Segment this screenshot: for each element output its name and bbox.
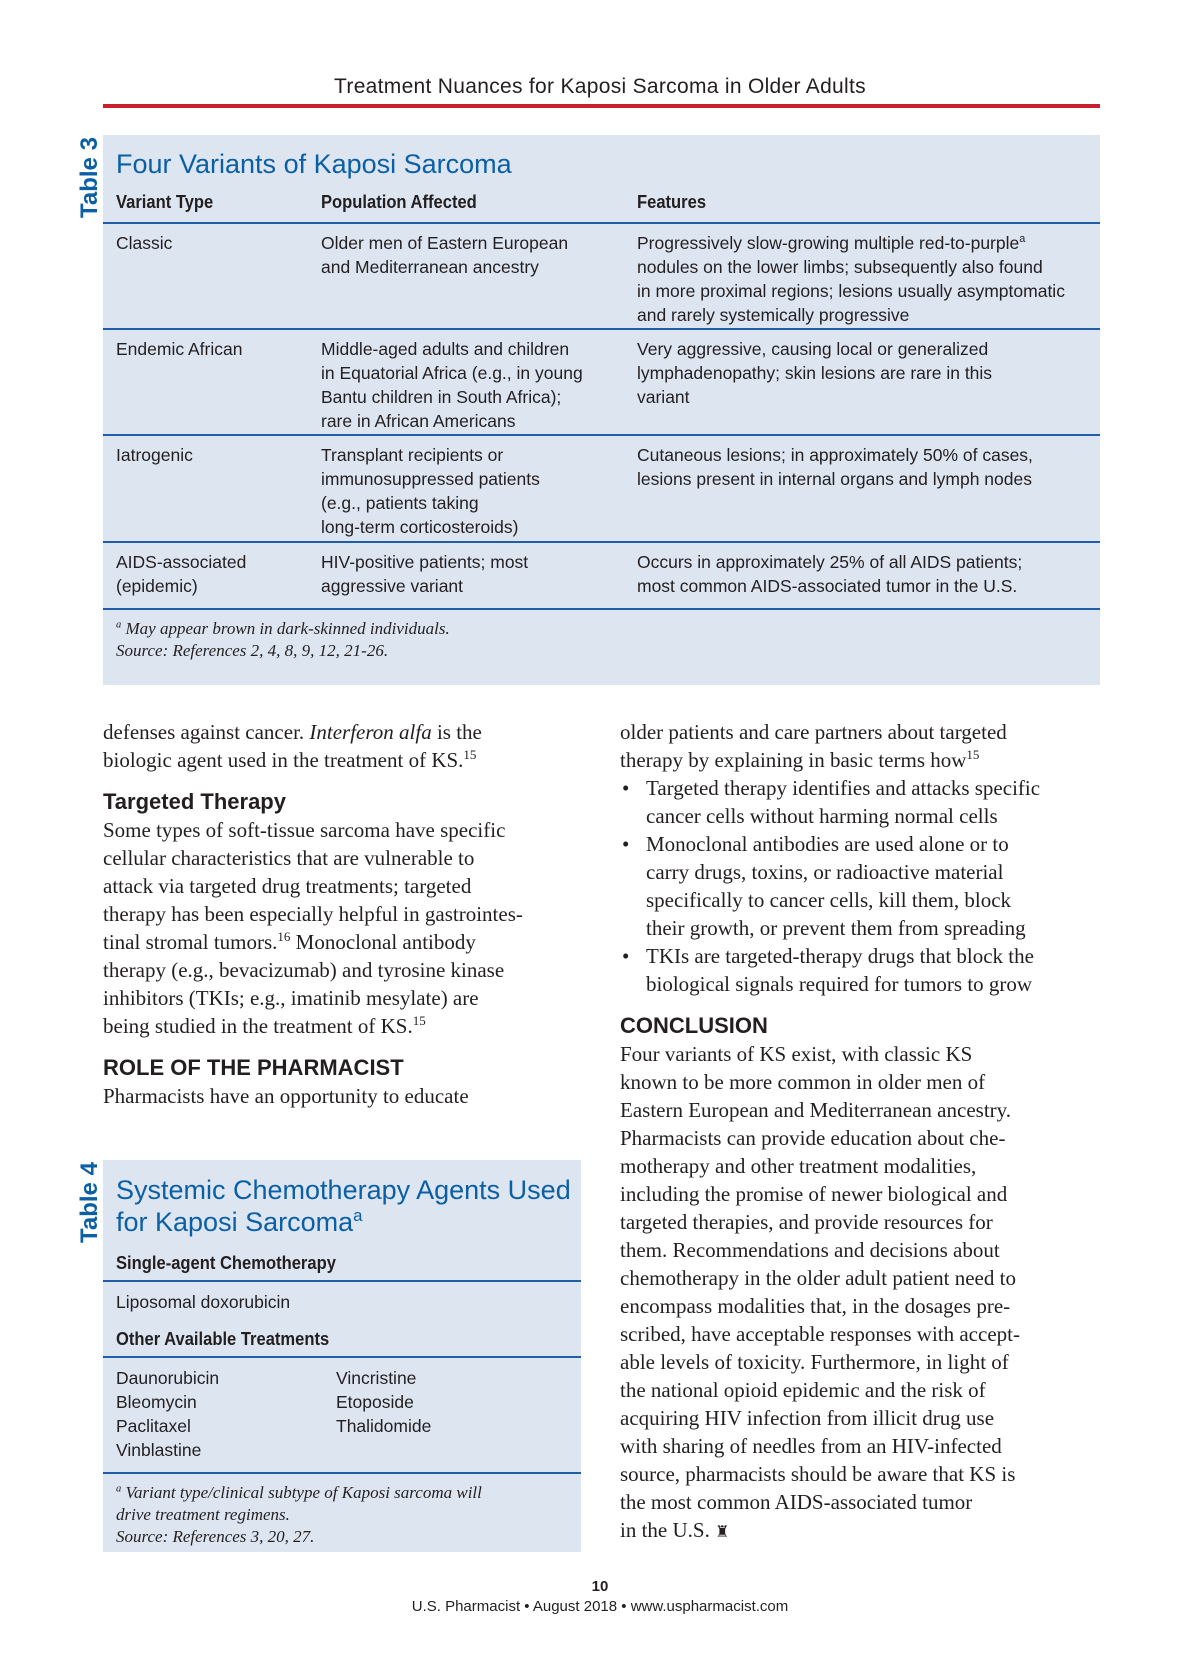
bullet-list (620, 774, 1120, 998)
row-divider (103, 1472, 581, 1474)
table-row: AIDS-associated (epidemic) (116, 552, 247, 596)
row-divider (103, 1280, 581, 1282)
table-3-footnote: $^a$ May appear brown in dark-skinned individuals. Source: References 2, 4, 8, 9, 12, 21-26. (116, 619, 450, 660)
list-item: Vinblastine (116, 1440, 202, 1460)
table-3-header-variant: Variant Type (116, 192, 214, 212)
conclusion-text: Four variants of KS exist, with classic KS known to be more common in older men of Eastern European and Mediterranean ancestry. Pharmacists can provide education about che- motherapy and other treatment modalities, including the promise of newer biological and targeted therapies, and provide resources for them. Recommendations and decisions about chemotherapy in the older adult patient need to encompass modalities that, in the dosages pre- scribed, have acceptable responses with accept- able levels of toxicity. Furthermore, in light of the national opioid epidemic and the risk of acquiring HIV infection from illicit drug use with sharing of needles from an HIV-infected source, pharmacists should be aware that KS is the most common AIDS-associated tumor in the U.S. ♜ (620, 1042, 1020, 1542)
population-cell: Transplant recipients or immunosuppressed patients (e.g., patients taking long-term corticosteroids) (321, 445, 540, 537)
list-item: Etoposide (336, 1392, 414, 1412)
features-cell: Very aggressive, causing local or generalized lymphadenopathy; skin lesions are rare in this variant (637, 339, 993, 407)
table-4-source: Source: References 3, 20, 27. (116, 1527, 315, 1546)
single-agent-item: Liposomal doxorubicin (116, 1292, 291, 1312)
end-mark-icon: ♜ (715, 1524, 730, 1541)
table-3-source: Source: References 2, 4, 8, 9, 12, 21-26. (116, 641, 389, 660)
features-cell: Progressively slow-growing multiple red-to-purple$^a$ nodules on the lower limbs; subsequently also found in more proximal regions; lesions usually asymptomatic and rarely systemically progressive (637, 233, 1065, 325)
list-item: Paclitaxel (116, 1416, 191, 1436)
header-rule (103, 104, 1100, 108)
heading-role-of-pharmacist: ROLE OF THE PHARMACIST (103, 1055, 404, 1080)
other-treatments-col-1 (116, 1366, 219, 1462)
row-divider (103, 608, 1100, 610)
row-divider (103, 328, 1100, 330)
variant-cell: AIDS-associated (116, 552, 247, 572)
table-4-tag: Table 4 (76, 1162, 103, 1243)
list-item: • Targeted therapy identifies and attacks specific cancer cells without harming normal cells (620, 774, 1120, 830)
other-treatments-header: Other Available Treatments (116, 1329, 330, 1349)
list-item: Thalidomide (336, 1416, 432, 1436)
variant-cell: Endemic African (116, 339, 243, 359)
variant-cell: Iatrogenic (116, 445, 193, 465)
table-3-header-population: Population Affected (321, 192, 477, 212)
list-item: Daunorubicin (116, 1368, 220, 1388)
footnote-marker: a (1019, 233, 1026, 246)
features-cell: Occurs in approximately 25% of all AIDS patients; most common AIDS-associated tumor in the U.S. (637, 552, 1023, 596)
variant-cell: Classic (116, 233, 173, 253)
table-3-header-features: Features (637, 192, 707, 212)
table-row (116, 337, 242, 361)
row-divider (103, 434, 1100, 436)
table-row (116, 231, 172, 255)
table-3-tag: Table 3 (76, 137, 103, 218)
population-cell: Middle-aged adults and children in Equatorial Africa (e.g., in young Bantu children in South Africa); rare in African Americans (321, 339, 583, 431)
left-column: defenses against cancer. Interferon alfa is the biologic agent used in the treatment of KS.$^{15}$ Targeted Therapy Some types of soft-tissue sarcoma have specific cellular characteristics that are vulnerable to attack via targeted drug treatments; targeted therapy has been especially helpful in gastrointes- tinal stromal tumors.$^{16}$ Monoclonal antibody therapy (e.g., bevacizumab) and tyrosine kinase inhibitors (TKIs; e.g., imatinib mesylate) are being studied in the treatment of KS.$^{15}$ ROLE OF THE PHARMACIST Pharmacists have an opportunity to educate (103, 718, 603, 1110)
table-row (116, 443, 193, 467)
heading-conclusion: CONCLUSION (620, 1013, 768, 1038)
population-cell: HIV-positive patients; most aggressive variant (321, 552, 529, 596)
table-3-title: Four Variants of Kaposi Sarcoma (116, 149, 512, 179)
page-number: 10 (591, 1578, 609, 1595)
table-3-header-rule (103, 222, 1100, 224)
table-4-title: Systemic Chemotherapy Agents Used for Kaposi Sarcoma$^a$ (116, 1175, 571, 1237)
running-head: Treatment Nuances for Kaposi Sarcoma in Older Adults (334, 75, 866, 98)
list-item: • Monoclonal antibodies are used alone or to carry drugs, toxins, or radioactive material specifically to cancer cells, kill them, block their growth, or prevent them from spreading (620, 830, 1120, 942)
other-treatments-col-2 (336, 1366, 431, 1438)
single-agent-header: Single-agent Chemotherapy (116, 1253, 336, 1273)
list-item: Bleomycin (116, 1392, 197, 1412)
list-item: • TKIs are targeted-therapy drugs that block the biological signals required for tumors to grow (620, 942, 1120, 998)
row-divider (103, 541, 1100, 543)
row-divider (103, 1356, 581, 1358)
footer-line: U.S. Pharmacist • August 2018 • www.uspharmacist.com (411, 1598, 789, 1615)
heading-targeted-therapy: Targeted Therapy (103, 789, 286, 814)
table-4-footnote: $^a$ Variant type/clinical subtype of Kaposi sarcoma will drive treatment regimens. Source: References 3, 20, 27. (116, 1483, 482, 1546)
population-cell: Older men of Eastern European and Mediterranean ancestry (321, 233, 569, 277)
right-column: older patients and care partners about targeted therapy by explaining in basic terms how$^{15}$ • Targeted therapy identifies and attacks specific cancer cells without harming normal cells • Monoclonal antibodies are used alone or to carry drugs, toxins, or radioactive material specifically to cancer cells, kill them, block their growth, or prevent them from spreading • TKIs are targeted-therapy drugs that block the biological signals required for tumors to grow CONCLUSION Four variants of KS exist, with classic KS known to be more common in older men of Eastern European and Mediterranean ancestry. Pharmacists can provide education about che- motherapy and other treatment modalities, including the promise of newer biological and targeted therapies, and provide resources for them. Recommendations and decisions about chemotherapy in the older adult patient need to encompass modalities that, in the dosages pre- scribed, have acceptable responses with accept- able levels of toxicity. Furthermore, in light of the national opioid epidemic and the risk of acquiring HIV infection from illicit drug use with sharing of needles from an HIV-infected source, pharmacists should be aware that KS is the most common AIDS-associated tumor in the U.S. ♜ (620, 718, 1120, 1547)
features-cell: Cutaneous lesions; in approximately 50% of cases, lesions present in internal organs and lymph nodes (637, 445, 1033, 489)
list-item: Vincristine (336, 1368, 417, 1388)
table-3 (103, 135, 1100, 685)
